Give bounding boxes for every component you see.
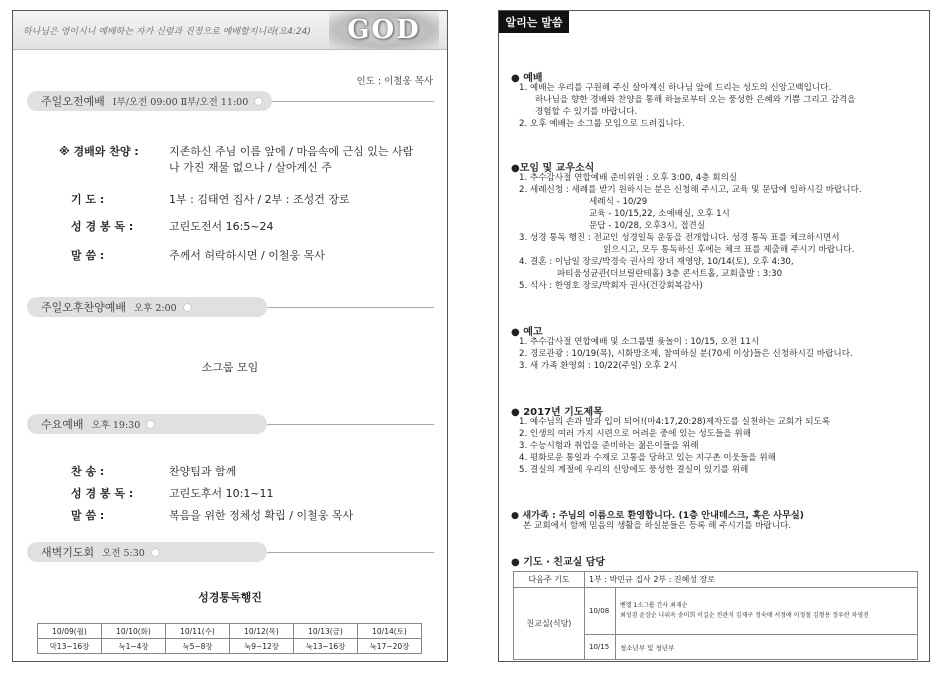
- divider: [272, 101, 434, 102]
- divider: [267, 307, 434, 308]
- god-logo: GOD: [329, 11, 439, 49]
- next-prayer-value: 1부 : 박민규 집사 2부 : 진혜성 장로: [585, 572, 918, 588]
- table-row: [38, 624, 422, 639]
- scripture-label: 성 경 봉 독 :: [71, 487, 134, 500]
- bible-plan-title: 성경통독행진: [198, 591, 262, 604]
- preview-line: 1. 추수감사절 연합예배 및 소그룹별 윷놀이 : 10/15, 오전 11시: [519, 337, 760, 347]
- hymn-value: 찬양팀과 함께: [169, 465, 237, 478]
- chapter-cell: 눅5~8장: [166, 639, 230, 654]
- prayer-line: 2. 인생의 여러 가지 시련으로 어려운 중에 있는 성도들을 위해: [519, 429, 752, 439]
- meetings-line: 교육 - 10/15,22, 소예배실, 오후 1시: [589, 209, 730, 219]
- duty-members-line: 최성겸 윤상순 나위옥 송미희 이길순 전관식 김재구 정숙애 서정애 이정철 김형용 정우란 차영진: [620, 612, 869, 619]
- duty-date: 10/15: [585, 635, 616, 660]
- announcements-panel: [498, 10, 930, 662]
- section-morning-worship: [27, 91, 272, 111]
- worship-line: 경험할 수 있기를 바랍니다.: [535, 107, 638, 117]
- duty-members-line: 벧엘 1소그룹 간사 최재순: [620, 602, 688, 609]
- meetings-line: 3. 성경 통독 행진 : 전교인 성경일독 운동을 전개합니다. 성경 통독 표를 체크하시면서: [519, 233, 840, 243]
- meetings-line: 문답 - 10/28, 오후3시, 접견실: [589, 221, 706, 231]
- meetings-heading: ●모임 및 교우소식: [511, 163, 595, 174]
- bible-plan-table: [37, 623, 422, 654]
- preview-line: 2. 경로관광 : 10/19(목), 시화방조제, 참여하실 분(70세 이상)들은 신청하시길 바랍니다.: [519, 349, 853, 359]
- section-afternoon-worship: [27, 297, 267, 317]
- announcements-tab: 알리는 말씀: [499, 11, 569, 33]
- meetings-line: 1. 추수감사절 연합예배 준비위원 : 오후 3:00, 4층 회의실: [519, 173, 738, 183]
- divider: [267, 552, 434, 553]
- worship-heading: ● 예배: [511, 73, 543, 84]
- banner-verse: 하나님은 영이시니 예배하는 자가 신령과 진정으로 예배할지니라(요4:24): [23, 27, 311, 37]
- bullet-dot: [254, 97, 263, 106]
- chapter-cell: 막13~16장: [38, 639, 102, 654]
- prayer-line: 4. 평화로운 통일과 수재로 고통을 당하고 있는 지구촌 이웃들을 위해: [519, 453, 776, 463]
- duty-heading: ● 기도 · 친교실 담당: [511, 557, 606, 568]
- date-cell: 10/12(목): [230, 624, 294, 639]
- date-cell: 10/11(수): [166, 624, 230, 639]
- section-title: 새벽기도회: [41, 546, 95, 559]
- duty-date: 10/08: [585, 588, 616, 635]
- worship-line: 하나님을 향한 경배와 찬양을 통해 하늘로부터 오는 풍성한 은혜와 기쁨 그리고 감격을: [535, 95, 856, 105]
- section-time: 오전 5:30: [102, 548, 145, 559]
- hymn-label: 찬 송 :: [71, 465, 105, 478]
- section-time: Ⅰ부/오전 09:00 Ⅱ부/오전 11:00: [112, 97, 249, 108]
- chapter-cell: 눅17~20장: [358, 639, 422, 654]
- bullet-dot: [146, 420, 155, 429]
- section-title: 수요예배: [41, 418, 84, 431]
- divider: [267, 424, 434, 425]
- praise-label: ※ 경배와 찬양 :: [59, 145, 139, 158]
- chapter-cell: 눅9~12장: [230, 639, 294, 654]
- meetings-line: 5. 식사 : 한영호 장로/박회자 권사(건강회복감사): [519, 281, 703, 291]
- prayer-line: 1. 예수님의 손과 발과 입이 되어!(마4:17,20:28)제자도를 실천하는 교회가 되도록: [519, 417, 831, 427]
- prayer-line: 5. 결실의 계절에 우리의 신앙에도 풍성한 결실이 있기를 위해: [519, 465, 749, 475]
- sermon-label: 말 씀 :: [71, 509, 105, 522]
- section-title: 주일오전예배: [41, 95, 105, 108]
- meetings-line: 4. 결혼 : 이남일 장로/박경숙 권사의 장녀 재영양, 10/14(토), 오후 4:30,: [519, 257, 794, 267]
- preview-line: 3. 새 가족 환영회 : 10/22(주일) 오후 2시: [519, 361, 678, 371]
- prayer-line: 3. 수능시험과 취업을 준비하는 젊은이들을 위해: [519, 441, 699, 451]
- date-cell: 10/13(금): [294, 624, 358, 639]
- section-time: 오후 2:00: [134, 303, 177, 314]
- table-row: [514, 588, 918, 635]
- section-wednesday-worship: [27, 414, 267, 434]
- section-time: 오후 19:30: [91, 420, 141, 431]
- table-row: [38, 639, 422, 654]
- date-cell: 10/14(토): [358, 624, 422, 639]
- worship-line: 2. 오후 예배는 소그룹 모임으로 드려집니다.: [519, 119, 685, 129]
- prayer-label: 기 도 :: [71, 193, 105, 206]
- scripture-value: 고린도전서 16:5~24: [169, 220, 274, 233]
- scripture-label: 성 경 봉 독 :: [71, 220, 134, 233]
- scripture-value: 고린도후서 10:1~11: [169, 487, 274, 500]
- praise-line2: 나 가진 재물 없으나 / 살아계신 주: [169, 161, 332, 174]
- next-prayer-label: 다음주 기도: [514, 572, 585, 588]
- kitchen-label: 친교실(식당): [514, 588, 585, 660]
- small-group-text: 소그룹 모임: [201, 361, 259, 374]
- date-cell: 10/10(화): [102, 624, 166, 639]
- chapter-cell: 눅13~16장: [294, 639, 358, 654]
- duty-members: 청소년부 및 청년부: [616, 635, 918, 660]
- meetings-line: 세례식 - 10/29: [589, 197, 648, 207]
- chapter-cell: 눅1~4장: [102, 639, 166, 654]
- section-dawn-prayer: [27, 542, 267, 562]
- bullet-dot: [183, 303, 192, 312]
- sermon-value: 주께서 허락하시면 / 이철웅 목사: [169, 249, 325, 262]
- new-family-heading: ● 새가족 : 주님의 이름으로 환영합니다. (1층 안내데스크, 혹은 사무실): [511, 510, 805, 521]
- meetings-line: 읽으시고, 모두 통독하신 후에는 체크 표를 제출해 주시기 바랍니다.: [603, 245, 855, 255]
- prayer-topics-heading: ● 2017년 기도제목: [511, 407, 603, 418]
- sermon-label: 말 씀 :: [71, 249, 105, 262]
- worship-line: 1. 예배는 우리를 구원해 주신 살아계신 하나님 앞에 드리는 성도의 신앙고백입니다.: [519, 83, 832, 93]
- table-row: [514, 572, 918, 588]
- prayer-value: 1부 : 김태연 집사 / 2부 : 조성건 장로: [169, 193, 350, 206]
- date-cell: 10/09(월): [38, 624, 102, 639]
- duty-table: [513, 571, 918, 660]
- bullet-dot: [151, 548, 160, 557]
- duty-members: [616, 588, 918, 635]
- top-banner: [13, 11, 447, 50]
- preacher: 인도 : 이철웅 목사: [356, 76, 433, 87]
- section-title: 주일오후찬양예배: [41, 301, 127, 314]
- meetings-line: 2. 세례신청 : 세례를 받기 원하시는 분은 신청해 주시고, 교육 및 문답에 임하시길 바랍니다.: [519, 185, 862, 195]
- preview-heading: ● 예고: [511, 327, 543, 338]
- sermon-value: 복음을 위한 정체성 확립 / 이철웅 목사: [169, 509, 354, 522]
- worship-order-panel: [12, 10, 448, 662]
- praise-line1: 지존하신 주님 이름 앞에 / 마음속에 근심 있는 사람: [169, 145, 414, 158]
- new-family-line: 본 교회에서 함께 믿음의 생활을 하실분들은 등록 해 주시기를 바랍니다.: [523, 521, 792, 531]
- meetings-line: 파티움성균관(더브릴란테홀) 3층 콘서트홀, 교회출발 : 3:30: [557, 269, 783, 279]
